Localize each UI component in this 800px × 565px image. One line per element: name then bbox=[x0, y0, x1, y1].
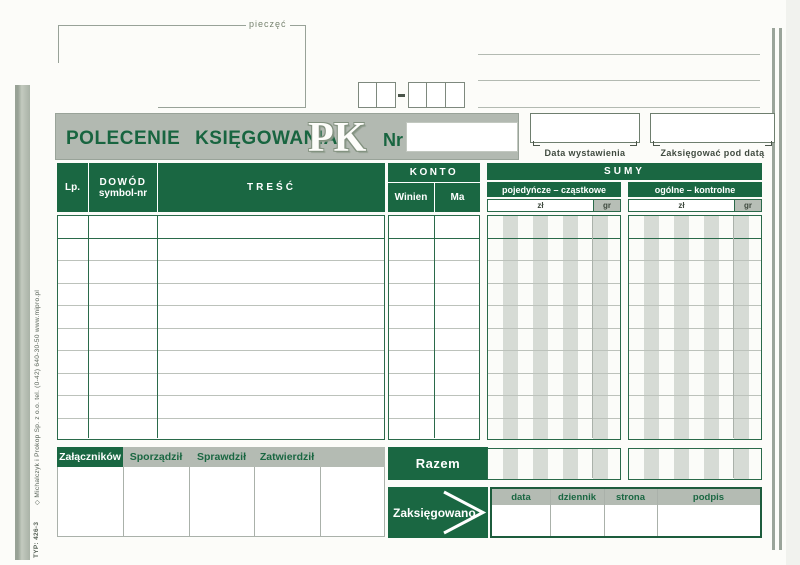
number-field bbox=[406, 122, 518, 152]
code-dash bbox=[398, 94, 405, 97]
zl-gr-subheader bbox=[487, 199, 621, 212]
gr-divider bbox=[733, 216, 734, 438]
copy-edge-line bbox=[772, 28, 775, 550]
col-header-dowod bbox=[89, 163, 157, 212]
sig-divider bbox=[123, 467, 124, 536]
col-header-tresc: TREŚĆ bbox=[247, 182, 296, 193]
table-row bbox=[629, 374, 761, 397]
table-row bbox=[629, 239, 761, 262]
prepared-header: Sporządził bbox=[123, 447, 189, 467]
razem-partial-box bbox=[487, 448, 621, 480]
razem-label: Razem bbox=[388, 447, 488, 480]
bracket-tick bbox=[630, 141, 637, 146]
table-row bbox=[58, 306, 384, 329]
posting-divider bbox=[550, 489, 551, 536]
code-cell bbox=[446, 82, 465, 108]
zl-label: zł bbox=[678, 201, 685, 210]
table-row bbox=[58, 374, 384, 397]
col-header-control: ogólne – kontrolne bbox=[628, 182, 762, 197]
issue-date-label: Data wystawienia bbox=[544, 148, 626, 158]
approved-header: Zatwierdził bbox=[254, 447, 320, 467]
code-boxes-left bbox=[358, 82, 396, 108]
col-header-dowod-line2: symbol-nr bbox=[98, 187, 148, 199]
bracket-tick bbox=[765, 141, 772, 146]
gr-label: gr bbox=[734, 200, 761, 211]
stamp-box-border bbox=[58, 25, 59, 63]
posting-info-table bbox=[490, 487, 762, 538]
signatures-table bbox=[57, 447, 385, 538]
writing-line bbox=[478, 80, 760, 81]
posting-date-label: Zaksięgować pod datą bbox=[660, 148, 765, 158]
table-row bbox=[629, 261, 761, 284]
zl-label: zł bbox=[537, 201, 544, 210]
table-row bbox=[629, 396, 761, 419]
code-cell bbox=[377, 82, 396, 108]
stamp-label: pieczęć bbox=[246, 19, 290, 29]
grid-control-block bbox=[628, 215, 762, 440]
posting-divider bbox=[657, 489, 658, 536]
issue-date-field bbox=[530, 113, 640, 143]
form-type-edge-text: TYP: 426-3 bbox=[33, 521, 40, 558]
grid-rows bbox=[629, 216, 761, 439]
col-header-dowod-line1: DOWÓD bbox=[99, 176, 147, 188]
title-bar bbox=[55, 113, 519, 160]
table-row bbox=[488, 419, 620, 440]
grid-rows bbox=[488, 216, 620, 439]
gr-label: gr bbox=[593, 200, 620, 211]
table-row bbox=[629, 329, 761, 352]
code-cell bbox=[358, 82, 377, 108]
stamp-box-border bbox=[288, 25, 305, 26]
table-row bbox=[488, 261, 620, 284]
sig-divider bbox=[320, 467, 321, 536]
bracket-tick bbox=[533, 141, 540, 146]
table-row bbox=[488, 284, 620, 307]
writing-line bbox=[478, 54, 760, 55]
signatures-body bbox=[57, 467, 385, 537]
posted-label: Zaksięgowano bbox=[393, 506, 476, 520]
table-header-left bbox=[57, 163, 385, 212]
stamp-box-border bbox=[158, 107, 306, 108]
page-edge bbox=[786, 0, 800, 565]
table-header-konto bbox=[388, 163, 480, 212]
col-header-winien: Winien bbox=[394, 192, 428, 203]
grid-partial-block bbox=[487, 215, 621, 440]
binding-strip bbox=[15, 85, 30, 560]
posting-col-dziennik: dziennik bbox=[550, 489, 604, 505]
posting-col-data: data bbox=[492, 489, 550, 505]
table-row bbox=[488, 329, 620, 352]
grid-konto-block bbox=[388, 215, 480, 440]
col-header-partial: pojedyńcze – cząstkowe bbox=[487, 182, 621, 197]
sig-divider bbox=[189, 467, 190, 536]
gr-divider bbox=[733, 449, 734, 478]
chevron-right-icon bbox=[388, 487, 488, 538]
extra-header-cell bbox=[320, 447, 385, 467]
bracket-tick bbox=[653, 141, 660, 146]
sig-divider bbox=[254, 467, 255, 536]
col-header-ma: Ma bbox=[450, 192, 465, 203]
table-row bbox=[58, 329, 384, 352]
grid-vline bbox=[157, 216, 159, 438]
razem-control-box bbox=[628, 448, 762, 480]
table-row bbox=[629, 306, 761, 329]
form-abbreviation: PK bbox=[308, 115, 367, 161]
posting-col-podpis: podpis bbox=[657, 489, 760, 505]
grid-rows bbox=[58, 216, 384, 439]
col-header-sumy: SUMY bbox=[487, 163, 762, 180]
table-row bbox=[488, 239, 620, 262]
table-row bbox=[629, 351, 761, 374]
code-cell bbox=[427, 82, 446, 108]
table-row bbox=[488, 306, 620, 329]
table-row bbox=[58, 351, 384, 374]
code-cell bbox=[408, 82, 427, 108]
table-row bbox=[488, 351, 620, 374]
table-row bbox=[58, 284, 384, 307]
table-row bbox=[58, 239, 384, 262]
posted-box bbox=[388, 487, 488, 538]
table-row bbox=[629, 419, 761, 440]
posting-col-strona: strona bbox=[604, 489, 657, 505]
table-row bbox=[629, 284, 761, 307]
table-row bbox=[58, 396, 384, 419]
col-header-konto: KONTO bbox=[409, 167, 459, 178]
table-row bbox=[488, 216, 620, 239]
zl-gr-subheader bbox=[628, 199, 762, 212]
gr-divider bbox=[592, 216, 593, 438]
grid-vline bbox=[434, 216, 436, 438]
stamp-box-border bbox=[58, 25, 246, 26]
publisher-edge-text: ◇ Michalczyk i Prokop Sp. z o.o. tel. (0-42) 640-30-50 www.mipro.pl bbox=[34, 289, 41, 505]
writing-line bbox=[478, 107, 760, 108]
gr-divider bbox=[592, 449, 593, 478]
table-row bbox=[58, 419, 384, 440]
form-title: POLECENIE KSIĘGOWANIA bbox=[66, 128, 338, 149]
posting-date-field bbox=[650, 113, 775, 143]
stamp-box-border bbox=[305, 25, 306, 107]
code-boxes-right bbox=[408, 82, 465, 108]
grid-vline bbox=[88, 216, 90, 438]
table-row bbox=[629, 216, 761, 239]
number-label: Nr bbox=[383, 130, 404, 150]
table-row bbox=[58, 261, 384, 284]
col-header-lp: Lp. bbox=[65, 182, 80, 193]
table-row bbox=[488, 396, 620, 419]
table-row bbox=[58, 216, 384, 239]
checked-header: Sprawdził bbox=[189, 447, 254, 467]
table-row bbox=[488, 374, 620, 397]
grid-left-block bbox=[57, 215, 385, 440]
attachments-header: Załączników bbox=[57, 447, 123, 467]
copy-edge-line bbox=[779, 28, 782, 550]
posting-divider bbox=[604, 489, 605, 536]
